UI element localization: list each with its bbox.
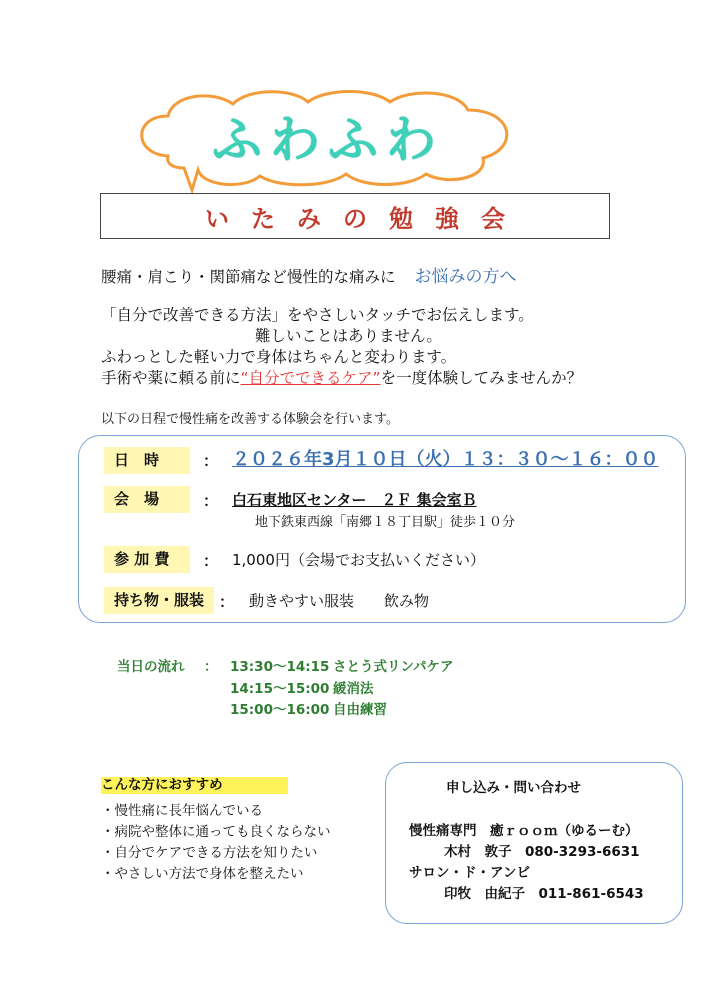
cloud-heading xyxy=(128,86,528,196)
intro-accent: お悩みの方へ xyxy=(414,267,517,287)
items-colon: ： xyxy=(219,593,235,611)
contact-box xyxy=(385,762,683,924)
page-title: いたみの勉強会 xyxy=(205,204,527,233)
recommend-item: ・自分でケアできる方法を知りたい xyxy=(101,845,318,861)
date-value: ２０２６年3月１０日（火）１３：３０～１６：００ xyxy=(232,449,659,470)
items-label: 持ち物・服装 xyxy=(104,587,214,614)
intro-line-4: ふわっとした軽い力で身体はちゃんと変わります。 xyxy=(101,348,457,366)
flow-colon: ： xyxy=(204,659,218,675)
fee-label: 参 加 費 xyxy=(104,546,190,573)
recommend-item: ・病院や整体に通っても良くならない xyxy=(101,824,331,840)
flow-time-3: 15:00～16:00 xyxy=(230,702,330,718)
intro-line-5-post: を一度体験してみませんか？ xyxy=(380,369,583,387)
intro-line-2: 「自分で改善できる方法」をやさしいタッチでお伝えします。 xyxy=(101,306,534,324)
flow-time-1: 13:30～14:15 xyxy=(230,659,330,675)
intro-line-5-accent: “自分でできるケア” xyxy=(240,369,381,387)
contact-title: 申し込み・問い合わせ xyxy=(446,780,581,796)
title-box xyxy=(100,193,610,239)
recommend-item: ・慢性痛に長年悩んでいる xyxy=(101,803,263,819)
date-label: 日 時 xyxy=(104,447,190,474)
schedule-note: 以下の日程で慢性痛を改善する体験会を行います。 xyxy=(101,412,399,427)
intro-line-5 xyxy=(101,366,582,388)
flow-name-3: 自由練習 xyxy=(333,702,387,718)
event-info-box xyxy=(78,435,686,623)
fee-colon: ： xyxy=(203,552,219,570)
intro-line-5-pre: 手術や薬に頼る前に xyxy=(101,369,241,387)
contact-line-2: 木村 敦子 080-3293-6631 xyxy=(444,844,640,860)
venue-label: 会 場 xyxy=(104,486,190,513)
recommend-title: こんな方におすすめ xyxy=(101,777,288,794)
cloud-title: ふわふわ xyxy=(212,111,444,169)
flow-label: 当日の流れ xyxy=(117,659,185,675)
venue-colon: ： xyxy=(203,492,219,510)
intro-line-1-text: 腰痛・肩こり・関節痛など慢性的な痛みに xyxy=(101,268,396,286)
fee-value: 1,000円（会場でお支払いください） xyxy=(232,551,485,569)
items-value: 動きやすい服装 飲み物 xyxy=(249,592,430,610)
venue-value: 白石東地区センター ２Ｆ 集会室Ｂ xyxy=(232,491,477,509)
intro-line-1 xyxy=(101,262,516,287)
venue-access: 地下鉄東西線「南郷１８丁目駅」徒歩１０分 xyxy=(255,515,516,530)
date-colon: ： xyxy=(203,452,219,470)
contact-line-1: 慢性痛専門 癒ｒｏｏｍ（ゆるーむ） xyxy=(409,823,639,839)
recommend-item: ・やさしい方法で身体を整えたい xyxy=(101,866,304,882)
contact-line-4: 印牧 由紀子 011-861-6543 xyxy=(444,886,644,902)
contact-line-3: サロン・ド・アンビ xyxy=(409,865,530,881)
intro-line-3: 難しいことはありません。 xyxy=(255,327,442,345)
flow-name-1: さとう式リンパケア xyxy=(333,659,454,675)
flow-name-2: 緩消法 xyxy=(333,681,374,697)
flow-time-2: 14:15～15:00 xyxy=(230,681,330,697)
